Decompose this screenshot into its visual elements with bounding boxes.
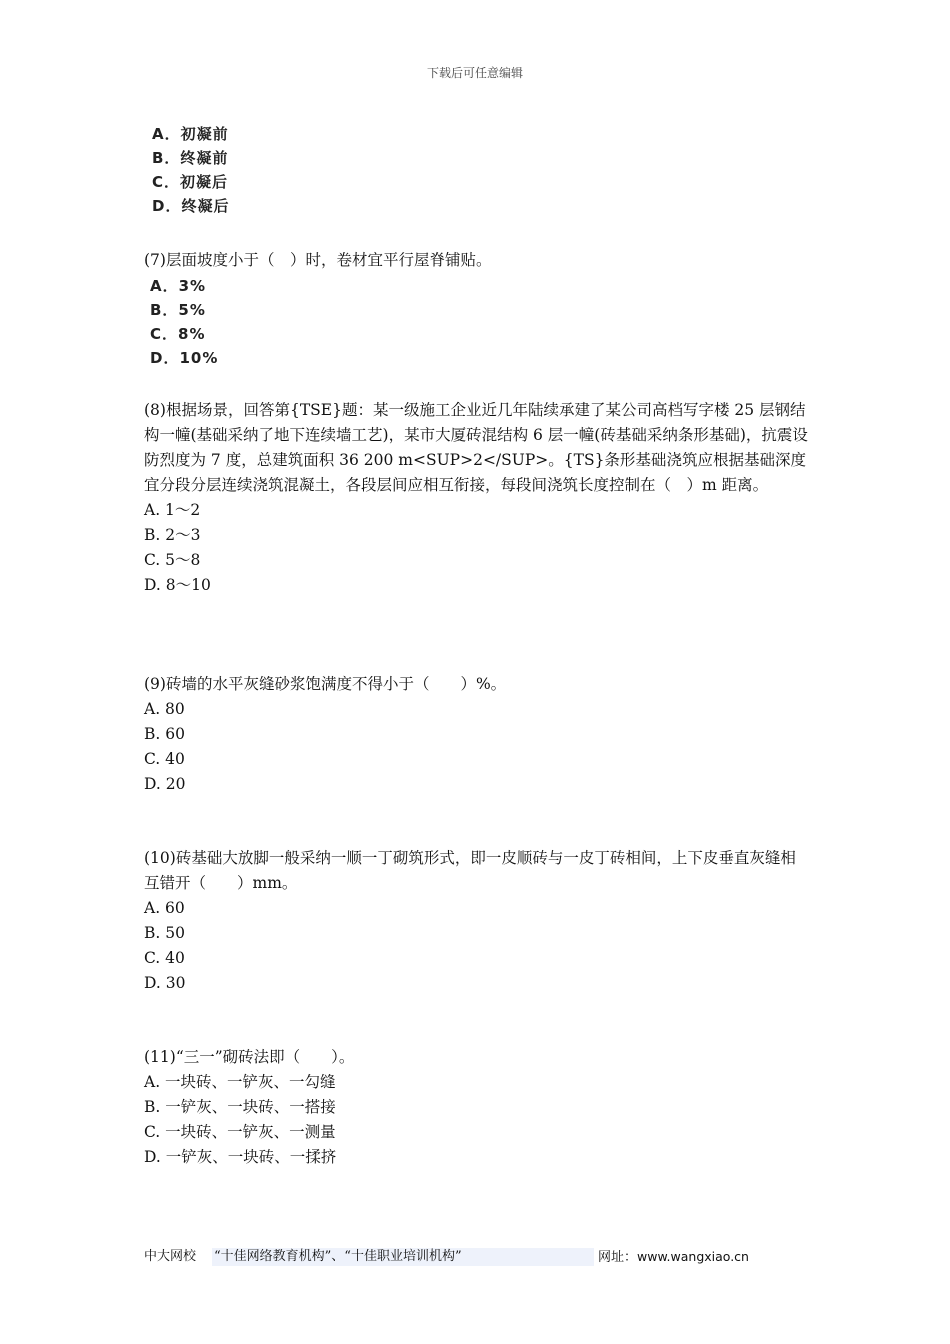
question-10 <box>144 846 809 996</box>
question-10-stem: (10)砖基础大放脚一般采纳一顺一丁砌筑形式，即一皮顺砖与一皮丁砖相间，上下皮垂直灰缝相互错开（ ）mm。 <box>144 849 796 892</box>
q11-option-d: D. 一铲灰、一块砖、一揉挤 <box>144 1148 337 1166</box>
q7-option-d: D．10% <box>150 349 219 367</box>
footer-slogan: “十佳网络教育机构”、“十佳职业培训机构” <box>212 1248 594 1266</box>
q10-option-d: D. 30 <box>144 974 186 992</box>
page-footer <box>144 1248 749 1266</box>
q6-option-a: A．初凝前 <box>152 125 229 143</box>
q9-option-d: D. 20 <box>144 775 186 793</box>
q11-option-c: C. 一块砖、一铲灰、一测量 <box>144 1123 336 1141</box>
question-8-stem: (8)根据场景，回答第{TSE}题：某一级施工企业近几年陆续承建了某公司高档写字楼 25 层钢结构一幢(基础采纳了地下连续墙工艺)，某市大厦砖混结构 6 层一幢(砖基础采纳条形基础)，抗震设防烈度为 7 度，总建筑面积 36 200 m<SUP>2</SUP>。{TS}条形基础浇筑应根据基础深度宜分段分层连续浇筑混凝土，各段层间应相互衔接，每段间浇筑长度控制在（ ）m 距离。 <box>144 401 808 494</box>
q7-options-image <box>150 274 218 370</box>
q8-option-b: B. 2～3 <box>144 526 201 544</box>
footer-site-url: www.wangxiao.cn <box>637 1249 749 1264</box>
footer-site-label: 网址： <box>598 1250 638 1265</box>
q8-option-a: A. 1～2 <box>144 501 201 519</box>
footer-website <box>598 1248 749 1267</box>
q7-option-a: A．3% <box>150 277 207 295</box>
q6-option-c: C．初凝后 <box>152 173 229 191</box>
page-header: 下载后可任意编辑 <box>426 66 523 80</box>
q7-option-c: C．8% <box>150 325 206 343</box>
question-11 <box>144 1045 809 1170</box>
q10-option-b: B. 50 <box>144 924 185 942</box>
q11-option-a: A. 一块砖、一铲灰、一勾缝 <box>144 1073 336 1091</box>
footer-school-name: 中大网校 <box>144 1249 197 1264</box>
question-9 <box>144 672 809 797</box>
question-9-stem: (9)砖墙的水平灰缝砂浆饱满度不得小于（ ）%。 <box>144 675 507 693</box>
q9-option-c: C. 40 <box>144 750 185 768</box>
q6-option-d: D．终凝后 <box>152 197 230 215</box>
q6-options-image <box>152 122 229 218</box>
q8-option-c: C. 5～8 <box>144 551 201 569</box>
q10-option-a: A. 60 <box>144 899 185 917</box>
q9-option-a: A. 80 <box>144 700 185 718</box>
question-7 <box>144 248 809 273</box>
q11-option-b: B. 一铲灰、一块砖、一搭接 <box>144 1098 336 1116</box>
q9-option-b: B. 60 <box>144 725 185 743</box>
question-7-stem: (7)层面坡度小于（ ）时，卷材宜平行屋脊铺贴。 <box>144 251 492 269</box>
q10-option-c: C. 40 <box>144 949 185 967</box>
q6-option-b: B．终凝前 <box>152 149 229 167</box>
question-11-stem: (11)“三一”砌砖法即（ ）。 <box>144 1048 355 1066</box>
q8-option-d: D. 8～10 <box>144 576 211 594</box>
question-8 <box>144 398 809 598</box>
q7-option-b: B．5% <box>150 301 206 319</box>
